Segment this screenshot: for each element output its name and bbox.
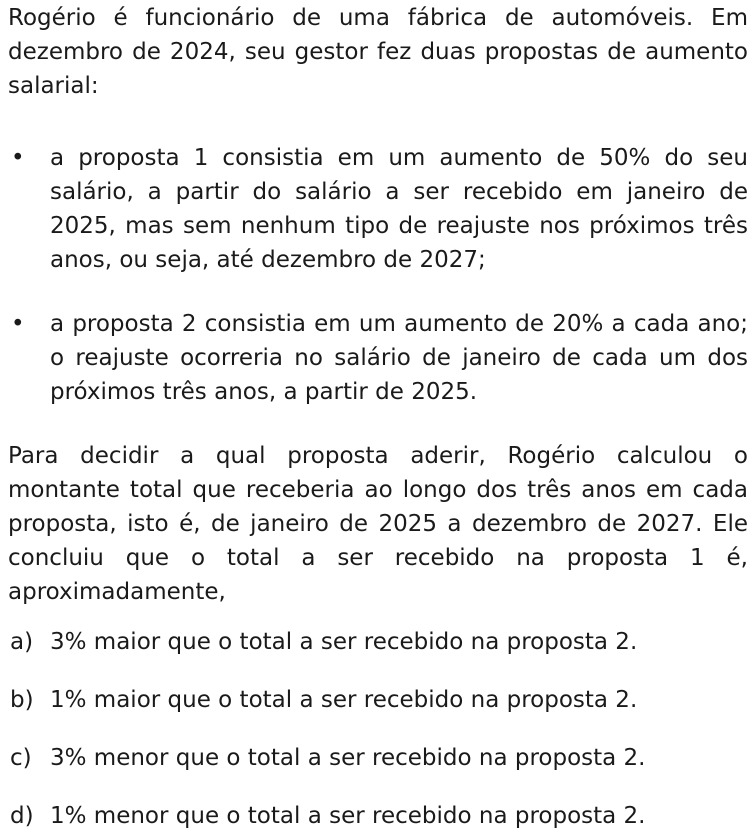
option-text: 3% menor que o total a ser recebido na proposta 2. [50,745,646,771]
option-letter: d) [10,803,34,829]
answer-option-d[interactable] [8,799,748,833]
proposal-text-2: a proposta 2 consistia em um aumento de 20% a cada ano; o reajuste ocorreria no salário de janeiro de cada um dos próximos três anos, a partir de 2025. [50,311,748,405]
answer-option-c[interactable] [8,741,748,775]
bullet-marker: • [11,145,25,171]
question-intro: Rogério é funcionário de uma fábrica de automóveis. Em dezembro de 2024, seu gestor fez duas propostas de aumento salarial: [8,5,748,99]
question-conclusion: Para decidir a qual proposta aderir, Rogério calculou o montante total que receberia ao longo dos três anos em cada proposta, isto é, de janeiro de 2025 a dezembro de 2027. Ele concluiu que o total a ser recebido na proposta 1 é, aproximadamente, [8,443,748,605]
option-text: 1% maior que o total a ser recebido na proposta 2. [50,687,638,713]
option-text: 3% maior que o total a ser recebido na proposta 2. [50,629,638,655]
bullet-marker: • [11,311,25,337]
option-letter: a) [10,629,34,655]
proposal-text-1: a proposta 1 consistia em um aumento de 50% do seu salário, a partir do salário a ser recebido em janeiro de 2025, mas sem nenhum tipo de reajuste nos próximos três anos, ou seja, até dezembro de 2027; [50,145,748,273]
proposal-list [8,141,748,409]
option-letter: c) [10,745,32,771]
option-text: 1% menor que o total a ser recebido na proposta 2. [50,803,646,829]
answer-options [8,625,748,833]
proposal-item-1 [8,141,748,277]
proposal-item-2 [8,307,748,409]
answer-option-b[interactable] [8,683,748,717]
answer-option-a[interactable] [8,625,748,659]
option-letter: b) [10,687,34,713]
